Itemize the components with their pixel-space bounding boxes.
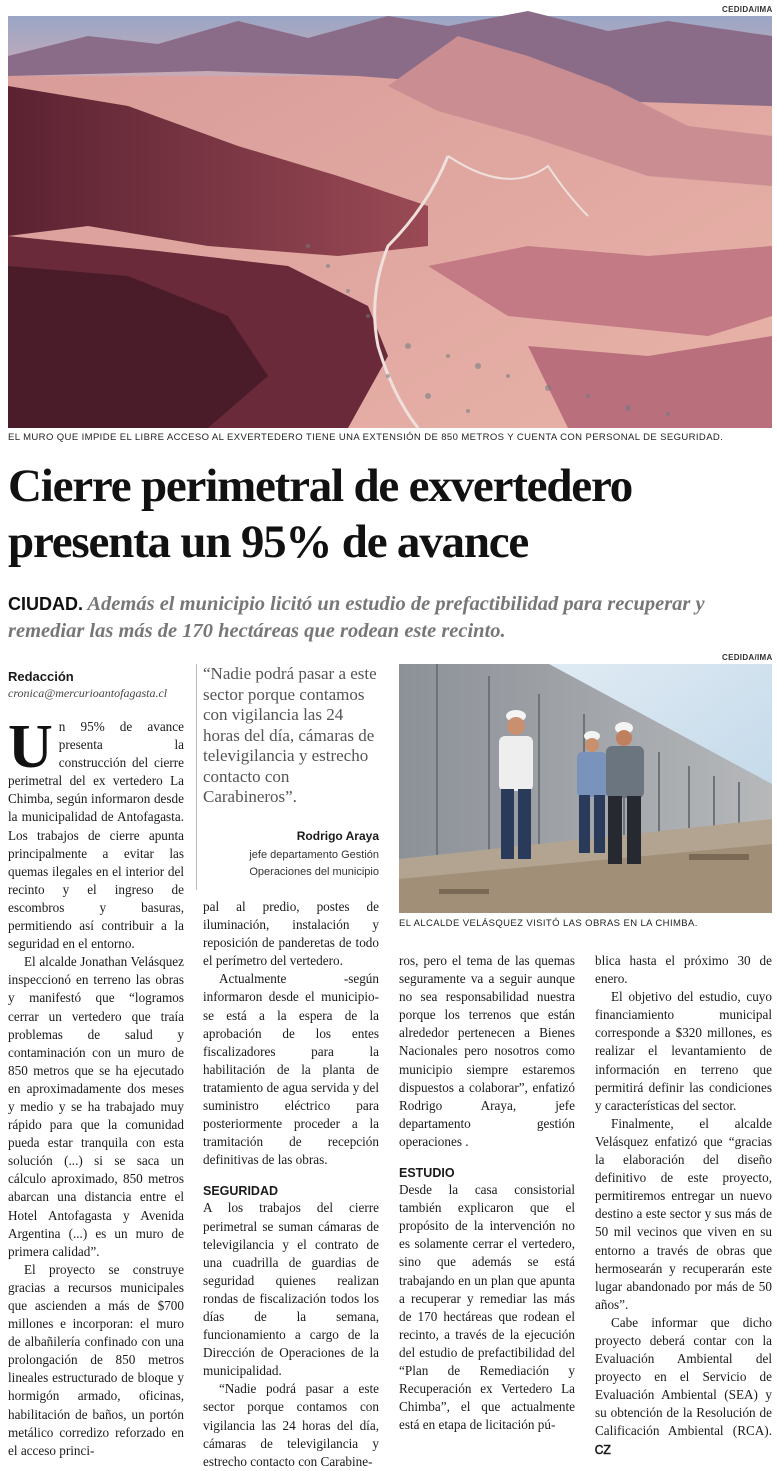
body-column-1 bbox=[8, 713, 184, 1460]
pullquote-author: Rodrigo Araya bbox=[296, 829, 379, 843]
paragraph-1: n 95% de avance presenta la construcción del cierre perimetral del ex vertedero La Chimba, según informaron desde la municipalidad de Antofagasta. Los trabajos de cierre apunta principalmente a evitar las quemas ilegales en el interior del recinto y el ingreso de escombros y basuras, permitiendo así contribuir a la seguridad en el entorno. bbox=[8, 719, 184, 952]
wall-photo bbox=[399, 664, 772, 913]
byline-author: Redacción bbox=[8, 669, 74, 684]
paragraph-8: ros, pero el tema de las quemas seguramente va a seguir aunque no sea responsabilidad nuestra porque los terrenos que están alrededor pertenecen a Bienes Nacionales pero nosotros como municipio siempre estaremos dispuestos a colaborar”, enfatizó Rodrigo Araya, jefe departamento gestión operaciones . bbox=[399, 953, 575, 1149]
paragraph-12: Finalmente, el alcalde Velásquez enfatizó que “gracias la elaboración del diseño definitivo de este proyecto, permitiremos entregar un nuevo destino a este sector y sus más de 50 mil vecinos que viven en su entorno a través de obras que hermosearán y recuperarán este lugar abandonado por más de 50 años”. bbox=[595, 1115, 772, 1312]
paragraph-10: blica hasta el próximo 30 de enero. bbox=[595, 953, 772, 987]
paragraph-5: Actualmente -según informaron desde el municipio- se está a la espera de la aprobación de los entes fiscalizadores para la habilitación de la planta de tratamiento de agua servida y del suministro eléctrico para posteriormente proceder a la tramitación de recepción definitivas de las obras. bbox=[203, 971, 379, 1168]
paragraph-9: Desde la casa consistorial también explicaron que el propósito de la intervención no es solamente cerrar el vertedero, sino que además se está trabajando en un plan que apunta a recuperar y remediar las más de 170 hectáreas que rodean el recinto, a través de la ejecución del estudio de prefactibilidad del “Plan de Remediación y Recuperación ex Vertedero La Chimba”, el que actualmente está en etapa de licitación pú- bbox=[399, 1182, 575, 1433]
paragraph-3: El proyecto se construye gracias a recursos municipales que ascienden a más de $700 millones e incorporan: el muro de albañilería confinado con una prolongación de 850 metros lineales estructurado de bloque y hormigón armado, oficinas, habilitación de baños, un portón metálico corredizo reforzado en el acceso princi- bbox=[8, 1261, 184, 1458]
subhead-seguridad: SEGURIDAD bbox=[203, 1184, 279, 1199]
paragraph-2: El alcalde Jonathan Velásquez inspeccionó en terreno las obras y manifestó que “logramos cerrar un vertedero que traía problemas de salud y contaminación con un muro de 850 metros que se ha ejecutado en aproximadamente dos meses y medio y se ha trabajado muy rápido para que la comunidad pueda estar tranquila con esta solución (...) si se saca un cálculo aproximado, 850 metros abarcan una distancia entre el Hotel Antofagasta y Avenida Argentina (...) es un muro de primera calidad”. bbox=[8, 954, 184, 1259]
photo-caption: EL MURO QUE IMPIDE EL LIBRE ACCESO AL EXVERTEDERO TIENE UNA EXTENSIÓN DE 850 METROS Y CUENTA CON PERSONAL DE SEGURIDAD. bbox=[8, 432, 724, 443]
pullquote-role: jefe departamento Gestión Operaciones del municipio bbox=[249, 849, 379, 878]
paragraph-13 bbox=[595, 1314, 772, 1459]
pullquote: “Nadie podrá pasar a este sector porque contamos con vigilancia las 24 horas del día, cámaras de televigilancia y estrecho contacto con Carabineros”. bbox=[203, 664, 377, 806]
landscape-illustration bbox=[8, 16, 772, 428]
photo-caption-2: EL ALCALDE VELÁSQUEZ VISITÓ LAS OBRAS EN LA CHIMBA. bbox=[399, 918, 698, 929]
paragraph-6: A los trabajos del cierre perimetral se suman cámaras de televigilancia y el contrato de una cuadrilla de guardias de seguridad quienes realizan rondas de fiscalización todos los días de la semana, funcionamiento a cargo de la Dirección de Operaciones de la municipalidad. bbox=[203, 1200, 379, 1379]
body-column-3 bbox=[399, 952, 575, 1434]
photo-credit: CEDIDA/IMA bbox=[722, 5, 773, 14]
paragraph-7: “Nadie podrá pasar a este sector porque contamos con vigilancia las 24 horas del día, cámaras de televigilancia y estrecho contacto con Carabine- bbox=[203, 1381, 379, 1469]
drop-cap: U bbox=[8, 713, 53, 781]
paragraph-13-text: Cabe informar que dicho proyecto deberá contar con la Evaluación Ambiental del proyecto en el Servicio de Evaluación Ambiental (SEA) y su obtención de la Resolución de Calificación Ambiental (RCA). bbox=[595, 1314, 772, 1439]
section-kicker: CIUDAD. bbox=[8, 594, 83, 614]
deck bbox=[8, 591, 773, 645]
headline bbox=[8, 458, 773, 570]
headline-line-2: presenta un 95% de avance bbox=[8, 516, 529, 568]
wall-illustration bbox=[399, 664, 772, 913]
aerial-photo bbox=[8, 16, 772, 428]
column-divider bbox=[196, 664, 197, 890]
end-mark-icon: ᏟᏃ bbox=[595, 1442, 612, 1457]
subhead-estudio: ESTUDIO bbox=[399, 1166, 455, 1181]
deck-text: Además el municipio licitó un estudio de prefactibilidad para recuperar y remediar las más de 170 hectáreas que rodean este recinto. bbox=[8, 593, 705, 642]
byline-email[interactable]: cronica@mercurioantofagasta.cl bbox=[8, 686, 168, 700]
photo-credit-2: CEDIDA/IMA bbox=[722, 653, 773, 662]
body-column-4 bbox=[595, 952, 772, 1459]
paragraph-4: pal al predio, postes de iluminación, instalación y reposición de panderetas de todo el perímetro del vertedero. bbox=[203, 899, 379, 969]
paragraph-11: El objetivo del estudio, cuyo financiamiento municipal corresponde a $320 millones, es realizar el levantamiento de información en terreno que permitirá definir las condiciones y características del sector. bbox=[595, 989, 772, 1113]
headline-line-1: Cierre perimetral de exvertedero bbox=[8, 460, 633, 512]
body-column-2 bbox=[203, 898, 379, 1471]
